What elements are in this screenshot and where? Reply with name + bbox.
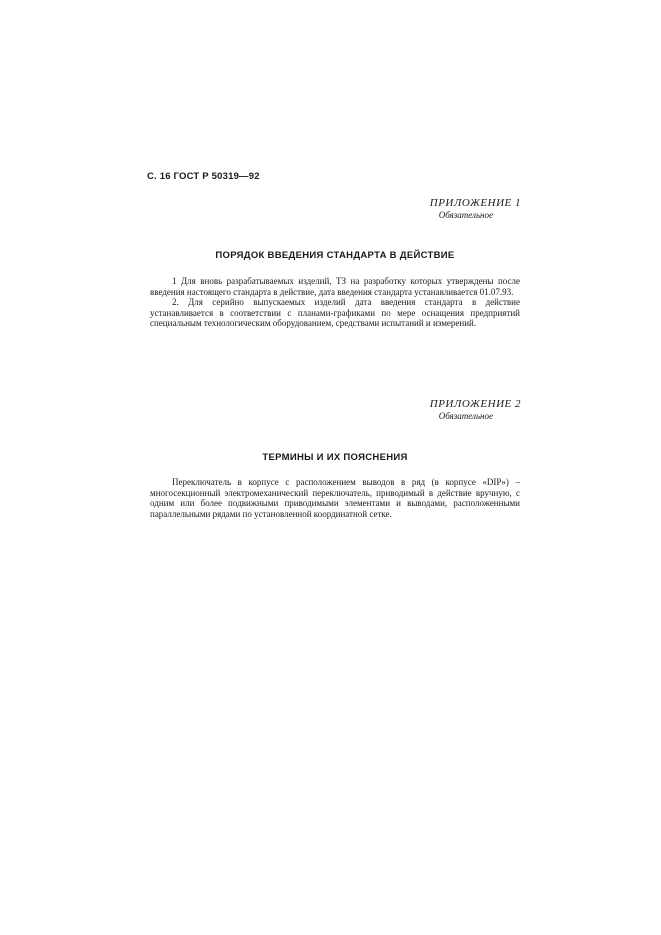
appendix-1-paragraph-1: 1 Для вновь разрабатываемых изделий, ТЗ на разработку которых утверждены после введения настоящего стандарта в действие, дата введения стандарта устанавливается 01.07.93. (150, 276, 520, 297)
page-header: С. 16 ГОСТ Р 50319—92 (147, 171, 260, 182)
appendix-1-title: ПРИЛОЖЕНИЕ 1 (429, 197, 521, 209)
appendix-1-heading: ПОРЯДОК ВВЕДЕНИЯ СТАНДАРТА В ДЕЙСТВИЕ (215, 250, 455, 261)
appendix-2-body (150, 477, 520, 519)
appendix-2-heading: ТЕРМИНЫ И ИХ ПОЯСНЕНИЯ (262, 452, 408, 463)
appendix-2-title: ПРИЛОЖЕНИЕ 2 (429, 398, 521, 410)
appendix-2-status: Обязательное (438, 411, 493, 421)
appendix-1-label (430, 197, 521, 220)
appendix-1-body (150, 276, 520, 329)
appendix-2-paragraph-1: Переключатель в корпусе с расположением выводов в ряд (в корпусе «DIP») – многосекционный электромеханический переключатель, приводимый в действие вручную, с одним или более подвижными приводимыми элементами и выводами, расположенными параллельными рядами по установленной координатной сетке. (150, 477, 520, 519)
appendix-1-status: Обязательное (438, 210, 493, 220)
appendix-2-label (430, 398, 521, 421)
appendix-1-paragraph-2: 2. Для серийно выпускаемых изделий дата введения стандарта в действие устанавливается в соответствии с планами-графиками по мере оснащения предприятий специальным технологическим оборудованием, средствами испытаний и измерений. (150, 297, 520, 329)
